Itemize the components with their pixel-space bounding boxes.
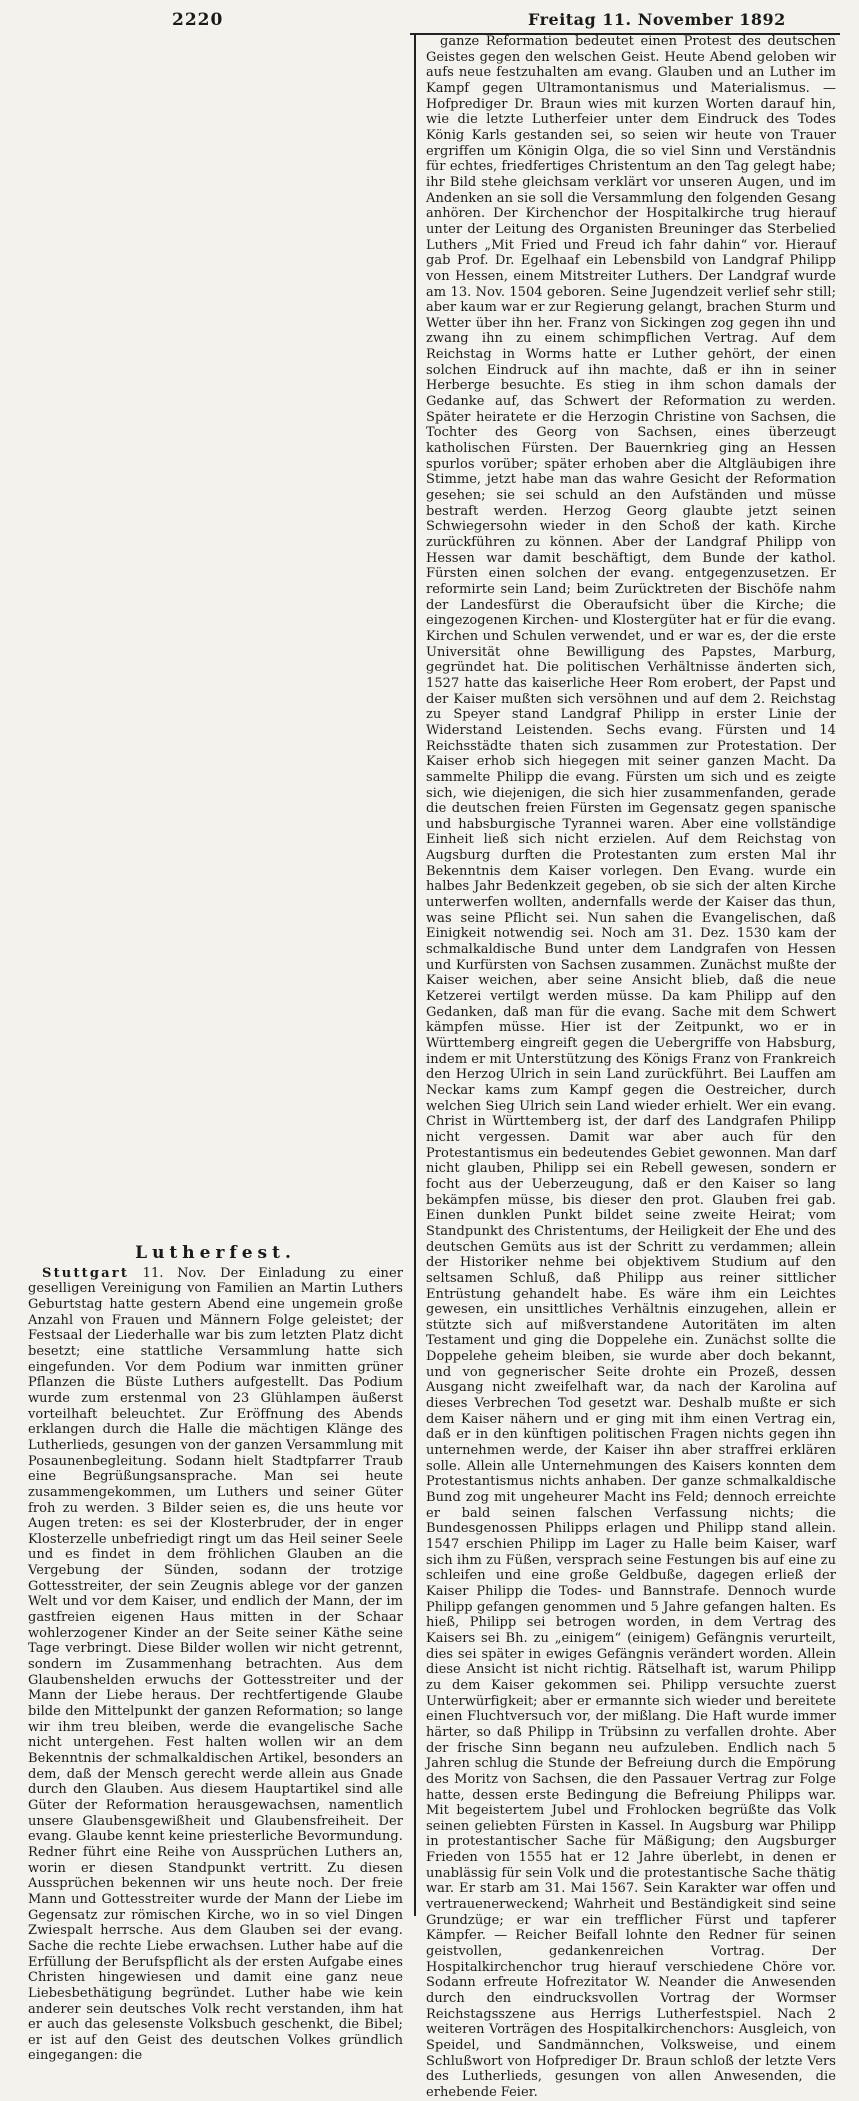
page-header (0, 0, 859, 34)
left-column (28, 1243, 403, 2064)
date-line: Freitag 11. November 1892 (528, 10, 786, 29)
article-place: Stuttgart (42, 1265, 130, 1281)
right-column-text: ganze Reformation bedeutet einen Protest des deutschen Geistes gegen den welschen Geist. Heute Abend geloben wir aufs neue festzuhalten am evang. Glauben und an Luther im Kampf gegen Ultramontanismus und Materialismus. — Hofprediger Dr. Braun wies mit kurzen Worten darauf hin, wie die letzte Lutherfeier unter dem Eindruck des Todes König Karls gestanden sei, so seien wir heute von Trauer ergriffen um Königin Olga, die so viel Sinn und Verständnis für echtes, friedfertiges Christentum an den Tag gelegt habe; ihr Bild stehe gleichsam verklärt vor unseren Augen, und im Andenken an sie soll die Versammlung den folgenden Gesang anhören. Der Kirchenchor der Hospitalkirche trug hierauf unter der Leitung des Organisten Breuninger das Sterbelied Luthers „Mit Fried und Freud ich fahr dahin“ vor. Hierauf gab Prof. Dr. Egelhaaf ein Lebensbild von Landgraf Philipp von Hessen, einem Mitstreiter Luthers. Der Landgraf wurde am 13. Nov. 1504 geboren. Seine Jugendzeit verlief sehr still; aber kaum war er zur Regierung gelangt, brachen Sturm und Wetter über ihn her. Franz von Sickingen zog gegen ihn und zwang ihn zu einem schimpflichen Vertrag. Auf dem Reichstag in Worms hatte er Luther gehört, der einen solchen Eindruck auf ihn machte, daß er ihn in seiner Herberge besuchte. Es stieg in ihm schon damals der Gedanke auf, das Schwert der Reformation zu werden. Später heiratete er die Herzogin Christine von Sachsen, die Tochter des Georg von Sachsen, eines überzeugt katholischen Fürsten. Der Bauernkrieg ging an Hessen spurlos vorüber; später erhoben aber die Altgläubigen ihre Stimme, jetzt habe man das wahre Gesicht der Reformation gesehen; sie sei schuld an den Aufständen und müsse bestraft werden. Herzog Georg glaubte jetzt seinen Schwiegersohn wieder in den Schoß der kath. Kirche zurückführen zu können. Aber der Landgraf Philipp von Hessen war damit beschäftigt, dem Bunde der kathol. Fürsten einen solchen der evang. entgegenzusetzen. Er reformirte sein Land; beim Zurücktreten der Bischöfe nahm der Landesfürst die Oberaufsicht über die Kirche; die eingezogenen Kirchen- und Klostergüter hat er für die evang. Kirchen und Schulen verwendet, und er war es, der die erste Universität ohne Bewilligung des Papstes, Marburg, gegründet hat. Die politischen Verhältnisse änderten sich, 1527 hatte das kaiserliche Heer Rom erobert, der Papst und der Kaiser mußten sich versöhnen und auf dem 2. Reichstag zu Speyer stand Landgraf Philipp in erster Linie der Widerstand Leistenden. Sechs evang. Fürsten und 14 Reichsstädte thaten sich zusammen zur Protestation. Der Kaiser erhob sich hiegegen mit seiner ganzen Macht. Da sammelte Philipp die evang. Fürsten um sich und es zeigte sich, wie diejenigen, die sich hier zusammenfanden, gerade die deutschen freien Fürsten im Gegensatz gegen spanische und habsburgische Tyrannei waren. Aber eine vollständige Einheit ließ sich nicht erzielen. Auf dem Reichstag von Augsburg durften die Protestanten zum ersten Mal ihr Bekenntnis dem Kaiser vorlegen. Den Evang. wurde ein halbes Jahr Bedenkzeit gegeben, ob sie sich der alten Kirche unterwerfen wollten, andernfalls werde der Kaiser das thun, was seine Pflicht sei. Nun sahen die Evangelischen, daß Einigkeit notwendig sei. Noch am 31. Dez. 1530 kam der schmalkaldische Bund unter dem Landgrafen von Hessen und Kurfürsten von Sachsen zusammen. Zunächst mußte der Kaiser weichen, aber seine Ansicht blieb, daß die neue Ketzerei vertilgt werden müsse. Da kam Philipp auf den Gedanken, daß man für die evang. Sache mit dem Schwert kämpfen müsse. Hier ist der Zeitpunkt, wo er in Württemberg eingreift gegen die Uebergriffe von Habsburg, indem er mit Unterstützung des Königs Franz von Frankreich den Herzog Ulrich in sein Land zurückführt. Bei Lauffen am Neckar kams zum Kampf gegen die Oestreicher, durch welchen Sieg Ulrich sein Land wieder erhielt. Wer ein evang. Christ in Württemberg ist, der darf des Landgrafen Philipp nicht vergessen. Damit war aber auch für den Protestantismus ein bedeutendes Gebiet gewonnen. Man darf nicht glauben, Philipp sei ein Rebell gewesen, sondern er focht aus der Ueberzeugung, daß er den Kaiser so lang bekämpfen müsse, bis dieser den prot. Glauben frei gab. Einen dunklen Punkt bildet seine zweite Heirat; vom Standpunkt des Christentums, der Heiligkeit der Ehe und des deutschen Gemüts aus ist der Schritt zu verdammen; allein der Historiker nehme bei objektivem Studium auf den seltsamen Schluß, daß Philipp aus reiner sittlicher Entrüstung gehandelt habe. Es wäre ihm ein Leichtes gewesen, ein unsittliches Verhältnis einzugehen, allein er stützte sich auf mißverstandene Autoritäten im alten Testament und ging die Doppelehe ein. Zunächst sollte die Doppelehe geheim bleiben, sie wurde aber doch bekannt, und von gegnerischer Seite drohte ein Prozeß, dessen Ausgang nicht zweifelhaft war, da nach der Karolina auf dieses Verbrechen Tod gesetzt war. Deshalb mußte er sich dem Kaiser nähern und er ging mit ihm einen Vertrag ein, daß er in den künftigen politischen Fragen nichts gegen ihn unternehmen werde, der Kaiser ihn aber straffrei erklären solle. Allein alle Unternehmungen des Kaisers konnten dem Protestantismus nichts anhaben. Der ganze schmalkaldische Bund zog mit ungeheurer Macht ins Feld; dennoch erreichte er bald seinen falschen Verfassung nichts; die Bundesgenossen Philipps erlagen und Philipp stand allein. 1547 erschien Philipp im Lager zu Halle beim Kaiser, warf sich ihm zu Füßen, versprach seine Festungen bis auf eine zu schleifen und eine große Geldbuße, dagegen erließ der Kaiser Philipp die Todes- und Bannstrafe. Dennoch wurde Philipp gefangen genommen und 5 Jahre gefangen halten. Es hieß, Philipp sei betrogen worden, in dem Vertrag des Kaisers sei Bh. zu „einigem“ (einigem) Gefängnis verurteilt, dies sei später in ewiges Gefängnis verändert worden. Allein diese Ansicht ist nicht richtig. Rätselhaft ist, warum Philipp zu dem Kaiser gekommen sei. Philipp versuchte zuerst Unterwürfigkeit; aber er ermannte sich wieder und bereitete einen Fluchtversuch vor, der mißlang. Die Haft wurde immer härter, so daß Philipp in Trübsinn zu verfallen drohte. Aber der frische Sinn begann neu aufzuleben. Endlich nach 5 Jahren schlug die Stunde der Befreiung durch die Empörung des Moritz von Sachsen, die den Passauer Vertrag zur Folge hatte, dessen erste Bedingung die Befreiung Philipps war. Mit begeistertem Jubel und Frohlocken begrüßte das Volk seinen geliebten Fürsten in Kassel. In Augsburg war Philipp in protestantischer Sache für Mäßigung; den Augsburger Frieden von 1555 hat er 12 Jahre überlebt, in denen er unablässig für sein Volk und die protestantische Sache thätig war. Er starb am 31. Mai 1567. Sein Karakter war offen und vertrauenerweckend; Wahrheit und Beständigkeit sind seine Grundzüge; er war ein trefflicher Fürst und tapferer Kämpfer. — Reicher Beifall lohnte den Redner für seinen geistvollen, gedankenreichen Vortrag. Der Hospitalkirchenchor trug hierauf verschiedene Chöre vor. Sodann erfreute Hofrezitator W. Neander die Anwesenden durch den eindrucksvollen Vortrag der Wormser Reichstagsszene aus Herrigs Lutherfestspiel. Nach 2 weiteren Vorträgen des Hospitalkirchenchors: Ausgleich, von Speidel, und Sandmännchen, Volksweise, und einem Schlußwort von Hofprediger Dr. Braun schloß der letzte Vers des Lutherlieds, gesungen von allen Anwesenden, die erhebende Feier. (426, 34, 836, 2100)
page-number: 2220 (172, 10, 224, 30)
article-paragraph (28, 1266, 403, 2064)
article-text: Der Einladung zu einer geselligen Vereinigung von Familien an Martin Luthers Geburtstag hatte gestern Abend eine ungemein große Anzahl von Frauen und Männern Folge geleistet; der Festsaal der Liederhalle war bis zum letzten Platz dicht besetzt; eine stattliche Versammlung hatte sich eingefunden. Vor dem Podium war inmitten grüner Pflanzen die Büste Luthers aufgestellt. Das Podium wurde zum erstenmal von 23 Glühlampen äußerst vorteilhaft beleuchtet. Zur Eröffnung des Abends erklangen durch die Halle die mächtigen Klänge des Lutherlieds, gesungen von der ganzen Versammlung mit Posaunenbegleitung. Sodann hielt Stadtpfarrer Traub eine Begrüßungsansprache. Man sei heute zusammengekommen, um Luthers und seiner Güter froh zu werden. 3 Bilder seien es, die uns heute vor Augen treten: es sei der Klosterbruder, der in enger Klosterzelle unbefriedigt ringt um das Heil seiner Seele und es findet in dem fröhlichen Glauben an die Vergebung der Sünden, sodann der trotzige Gottesstreiter, der sein Zeugnis ablege vor der ganzen Welt und vor dem Kaiser, und endlich der Mann, der im gastfreien eigenen Haus mitten in der Schaar wohlerzogener Kinder an der Seite seiner Käthe seine Tage verbringt. Diese Bilder wollen wir nicht getrennt, sondern im Zusammenhang betrachten. Aus dem Glaubenshelden erwuchs der Gottesstreiter und der Mann der Liebe heraus. Der rechtfertigende Glaube bilde den Mittelpunkt der ganzen Reformation; so lange wir ihm treu bleiben, werde die evangelische Sache nicht untergehen. Fest halten wollen wir an dem Bekenntnis der schmalkaldischen Artikel, besonders an dem, daß der Mensch gerecht werde allein aus Gnade durch den Glauben. Aus diesem Hauptartikel sind alle Güter der Reformation herausgewachsen, namentlich unsere Glaubensgewißheit und Glaubensfreiheit. Der evang. Glaube kennt keine priesterliche Bevormundung. Redner führt eine Reihe von Aussprüchen Luthers an, worin er diesen Standpunkt vertritt. Zu diesen Aussprüchen bekennen wir uns heute noch. Der freie Mann und Gottesstreiter wurde der Mann der Liebe im Gegensatz zur römischen Kirche, wo in so viel Dingen Zwiespalt herrsche. Aus dem Glauben sei der evang. Sache die rechte Liebe erwachsen. Luther habe auf die Erfüllung der Berufspflicht als der ersten Aufgabe eines Christen hingewiesen und damit eine ganz neue Liebesbethätigung begründet. Luther habe wie kein anderer sein deutsches Volk recht verstanden, ihm hat er auch das gelesenste Volksbuch geschenkt, die Bibel; er ist auf den Geist des deutschen Volkes gründlich eingegangen: die (28, 1265, 403, 2064)
right-column (426, 34, 836, 2100)
section-heading: Lutherfest. (135, 1243, 296, 1263)
column-divider (414, 34, 416, 1916)
article-date: 11. Nov. (142, 1265, 207, 1281)
